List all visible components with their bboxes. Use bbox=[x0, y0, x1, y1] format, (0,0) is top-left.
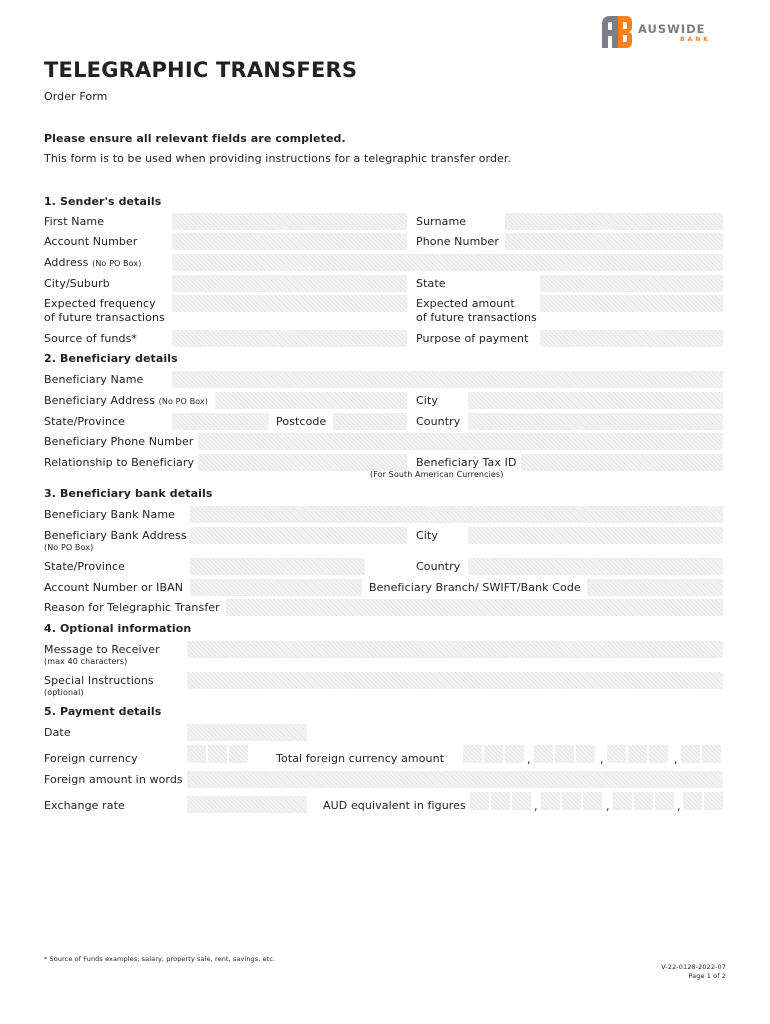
total-separator-2: , bbox=[600, 753, 604, 766]
version-code: V-22-0128-2022-07 bbox=[661, 963, 726, 971]
intro-text: This form is to be used when providing instructions for a telegraphic transfer order. bbox=[44, 152, 512, 165]
aud-digit-3[interactable] bbox=[512, 792, 531, 810]
bank-state-label: State/Province bbox=[44, 560, 126, 573]
footer-note: * Source of Funds examples: salary, property sale, rent, savings, etc. bbox=[44, 955, 276, 963]
beneficiary-state-field[interactable] bbox=[172, 413, 269, 430]
aud-digit-5[interactable] bbox=[562, 792, 581, 810]
account-iban-field[interactable] bbox=[190, 579, 362, 596]
purpose-label: Purpose of payment bbox=[416, 332, 529, 345]
currency-box-2[interactable] bbox=[208, 745, 227, 763]
total-separator-3: , bbox=[674, 753, 678, 766]
first-name-label: First Name bbox=[44, 215, 105, 228]
beneficiary-city-label: City bbox=[416, 394, 438, 407]
total-digit-2[interactable] bbox=[484, 745, 503, 763]
phone-number-field[interactable] bbox=[505, 233, 723, 250]
surname-field[interactable] bbox=[505, 213, 723, 230]
state-label: State bbox=[416, 277, 446, 290]
total-separator-1: , bbox=[527, 753, 531, 766]
relationship-label: Relationship to Beneficiary bbox=[44, 456, 195, 469]
bank-name-label: Beneficiary Bank Name bbox=[44, 508, 176, 521]
total-digit-11[interactable] bbox=[702, 745, 721, 763]
foreign-currency-label: Foreign currency bbox=[44, 752, 138, 765]
aud-separator-2: , bbox=[606, 800, 610, 813]
source-of-funds-field[interactable] bbox=[172, 330, 407, 347]
tax-id-label: Beneficiary Tax ID bbox=[416, 456, 517, 469]
special-instructions-note: (optional) bbox=[44, 688, 84, 697]
message-field[interactable] bbox=[187, 641, 723, 658]
aud-digit-2[interactable] bbox=[491, 792, 510, 810]
bank-name-field[interactable] bbox=[190, 506, 723, 523]
currency-box-1[interactable] bbox=[187, 745, 206, 763]
beneficiary-phone-label: Beneficiary Phone Number bbox=[44, 435, 194, 448]
swift-field[interactable] bbox=[587, 579, 723, 596]
source-of-funds-label: Source of funds* bbox=[44, 332, 138, 345]
special-instructions-field[interactable] bbox=[187, 672, 723, 689]
section-1-heading: 1. Sender's details bbox=[44, 195, 162, 208]
beneficiary-country-label: Country bbox=[416, 415, 461, 428]
bank-country-label: Country bbox=[416, 560, 461, 573]
frequency-label-2: of future transactions bbox=[44, 311, 165, 324]
special-instructions-label: Special Instructions bbox=[44, 674, 154, 687]
auswide-bank-logo bbox=[600, 14, 726, 50]
bank-country-field[interactable] bbox=[468, 558, 723, 575]
account-number-label: Account Number bbox=[44, 235, 138, 248]
frequency-field[interactable] bbox=[172, 295, 407, 312]
bank-city-field[interactable] bbox=[468, 527, 723, 544]
expected-amount-field[interactable] bbox=[540, 295, 723, 312]
state-field[interactable] bbox=[540, 275, 723, 292]
page-title: TELEGRAPHIC TRANSFERS bbox=[44, 58, 358, 82]
total-digit-6[interactable] bbox=[576, 745, 595, 763]
bank-address-field[interactable] bbox=[190, 527, 407, 544]
total-digit-1[interactable] bbox=[463, 745, 482, 763]
beneficiary-country-field[interactable] bbox=[468, 413, 723, 430]
currency-box-3[interactable] bbox=[229, 745, 248, 763]
date-field[interactable] bbox=[187, 724, 307, 741]
brand-sub: BANK bbox=[680, 36, 711, 43]
account-iban-label: Account Number or IBAN bbox=[44, 581, 184, 594]
beneficiary-name-field[interactable] bbox=[172, 371, 723, 388]
aud-digit-9[interactable] bbox=[655, 792, 674, 810]
tax-id-field[interactable] bbox=[521, 454, 723, 471]
foreign-words-label: Foreign amount in words bbox=[44, 773, 183, 786]
brand-name: AUSWIDE bbox=[638, 22, 706, 36]
bank-city-label: City bbox=[416, 529, 438, 542]
aud-separator-1: , bbox=[534, 800, 538, 813]
notice-text: Please ensure all relevant fields are completed. bbox=[44, 132, 346, 145]
section-3-heading: 3. Beneficiary bank details bbox=[44, 487, 213, 500]
city-suburb-label: City/Suburb bbox=[44, 277, 110, 290]
beneficiary-postcode-field[interactable] bbox=[333, 413, 407, 430]
address-note: (No PO Box) bbox=[92, 259, 142, 268]
aud-digit-11[interactable] bbox=[704, 792, 723, 810]
beneficiary-postcode-label: Postcode bbox=[276, 415, 327, 428]
foreign-words-field[interactable] bbox=[187, 771, 723, 788]
beneficiary-city-field[interactable] bbox=[468, 392, 723, 409]
logo-mark-icon bbox=[600, 14, 634, 50]
expected-amount-label-2: of future transactions bbox=[416, 311, 537, 324]
aud-digit-10[interactable] bbox=[683, 792, 702, 810]
exchange-rate-field[interactable] bbox=[187, 796, 307, 813]
aud-separator-3: , bbox=[677, 800, 681, 813]
total-digit-5[interactable] bbox=[555, 745, 574, 763]
aud-digit-6[interactable] bbox=[583, 792, 602, 810]
section-5-heading: 5. Payment details bbox=[44, 705, 162, 718]
frequency-label-1: Expected frequency bbox=[44, 297, 156, 310]
address-label bbox=[44, 256, 141, 269]
relationship-field[interactable] bbox=[198, 454, 407, 471]
aud-digit-7[interactable] bbox=[613, 792, 632, 810]
date-label: Date bbox=[44, 726, 71, 739]
purpose-field[interactable] bbox=[540, 330, 723, 347]
section-4-heading: 4. Optional information bbox=[44, 622, 192, 635]
page-subtitle: Order Form bbox=[44, 90, 108, 103]
beneficiary-address-text: Beneficiary Address bbox=[44, 394, 156, 407]
surname-label: Surname bbox=[416, 215, 467, 228]
bank-address-label: Beneficiary Bank Address bbox=[44, 529, 187, 542]
page-number: Page 1 of 2 bbox=[688, 972, 726, 980]
reason-field[interactable] bbox=[226, 599, 723, 616]
bank-state-field[interactable] bbox=[190, 558, 365, 575]
beneficiary-phone-field[interactable] bbox=[198, 433, 723, 450]
message-label: Message to Receiver bbox=[44, 643, 160, 656]
total-digit-8[interactable] bbox=[628, 745, 647, 763]
message-note: (max 40 characters) bbox=[44, 657, 128, 666]
aud-equiv-label: AUD equivalent in figures bbox=[323, 799, 466, 812]
beneficiary-address-label bbox=[44, 394, 208, 407]
total-digit-10[interactable] bbox=[681, 745, 700, 763]
swift-label: Beneficiary Branch/ SWIFT/Bank Code bbox=[369, 581, 581, 594]
account-number-field[interactable] bbox=[172, 233, 407, 250]
total-digit-4[interactable] bbox=[534, 745, 553, 763]
section-2-heading: 2. Beneficiary details bbox=[44, 352, 178, 365]
exchange-rate-label: Exchange rate bbox=[44, 799, 125, 812]
total-digit-7[interactable] bbox=[607, 745, 626, 763]
aud-digit-8[interactable] bbox=[634, 792, 653, 810]
address-field[interactable] bbox=[172, 254, 723, 271]
phone-number-label: Phone Number bbox=[416, 235, 499, 248]
address-label-text: Address bbox=[44, 256, 89, 269]
aud-digit-4[interactable] bbox=[541, 792, 560, 810]
city-suburb-field[interactable] bbox=[172, 275, 407, 292]
total-digit-3[interactable] bbox=[505, 745, 524, 763]
first-name-field[interactable] bbox=[172, 213, 407, 230]
beneficiary-name-label: Beneficiary Name bbox=[44, 373, 144, 386]
reason-label: Reason for Telegraphic Transfer bbox=[44, 601, 220, 614]
aud-digit-1[interactable] bbox=[470, 792, 489, 810]
beneficiary-address-note: (No PO Box) bbox=[158, 397, 208, 406]
expected-amount-label-1: Expected amount bbox=[416, 297, 515, 310]
total-foreign-label: Total foreign currency amount bbox=[276, 752, 445, 765]
beneficiary-address-field[interactable] bbox=[215, 392, 407, 409]
total-digit-9[interactable] bbox=[649, 745, 668, 763]
tax-id-note: (For South American Currencies) bbox=[370, 470, 504, 479]
bank-address-note: (No PO Box) bbox=[44, 543, 94, 552]
beneficiary-state-label: State/Province bbox=[44, 415, 126, 428]
